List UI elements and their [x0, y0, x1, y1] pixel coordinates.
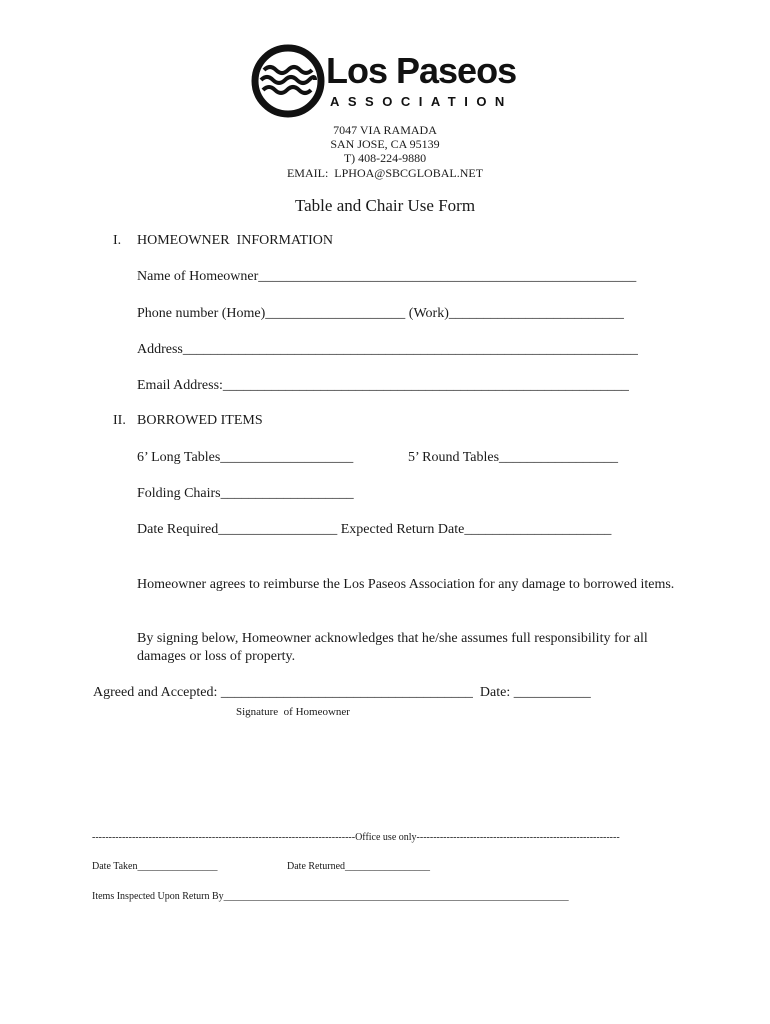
folding-chairs-field[interactable]: Folding Chairs___________________: [137, 486, 354, 501]
long-tables-field[interactable]: 6’ Long Tables___________________: [137, 450, 354, 465]
responsibility-paragraph: By signing below, Homeowner acknowledges that he/she assumes full responsibility for all damages or loss of property.: [137, 631, 648, 664]
date-taken-field[interactable]: Date Taken________________: [92, 861, 218, 872]
phone-number-field[interactable]: Phone number (Home)____________________ (Work)_________________________: [137, 306, 624, 321]
address-phone: T) 408-224-9880: [343, 151, 427, 165]
reimburse-paragraph: Homeowner agrees to reimburse the Los Paseos Association for any damage to borrowed items.: [137, 577, 675, 592]
address-email: EMAIL: LPHOA@SBCGLOBAL.NET: [286, 166, 484, 180]
address-field[interactable]: Address_________________________________________________________________: [137, 342, 638, 357]
section2-heading: BORROWED ITEMS: [137, 413, 263, 428]
email-address-field[interactable]: Email Address:__________________________________________________________: [137, 378, 629, 393]
logo-subtitle: ASSOCIATION: [330, 94, 513, 109]
logo-name: Los Paseos: [326, 50, 517, 91]
date-returned-field[interactable]: Date Returned_________________: [287, 861, 431, 872]
address-street: 7047 VIA RAMADA: [333, 123, 437, 137]
waves-circle-logo-icon: [250, 42, 326, 122]
round-tables-field[interactable]: 5’ Round Tables_________________: [408, 450, 619, 465]
association-logo: [250, 42, 530, 122]
items-inspected-field[interactable]: Items Inspected Upon Return By_____________________________________________________________________: [92, 891, 569, 902]
homeowner-name-field[interactable]: Name of Homeowner______________________________________________________: [137, 269, 637, 284]
date-required-field[interactable]: Date Required_________________ Expected Return Date_____________________: [137, 522, 612, 537]
signature-caption: Signature of Homeowner: [236, 706, 350, 718]
section2-numeral: II.: [113, 413, 126, 428]
section1-numeral: I.: [113, 233, 122, 248]
address-city: SAN JOSE, CA 95139: [330, 137, 440, 151]
section1-heading: HOMEOWNER INFORMATION: [137, 233, 333, 248]
form-title: Table and Chair Use Form: [294, 196, 476, 215]
office-use-divider: -------------------------------------------------------------------------------Office use only-------------------------------------------------------------: [92, 832, 620, 843]
agreed-accepted-signature-line[interactable]: Agreed and Accepted: ____________________________________ Date: ___________: [93, 685, 591, 700]
